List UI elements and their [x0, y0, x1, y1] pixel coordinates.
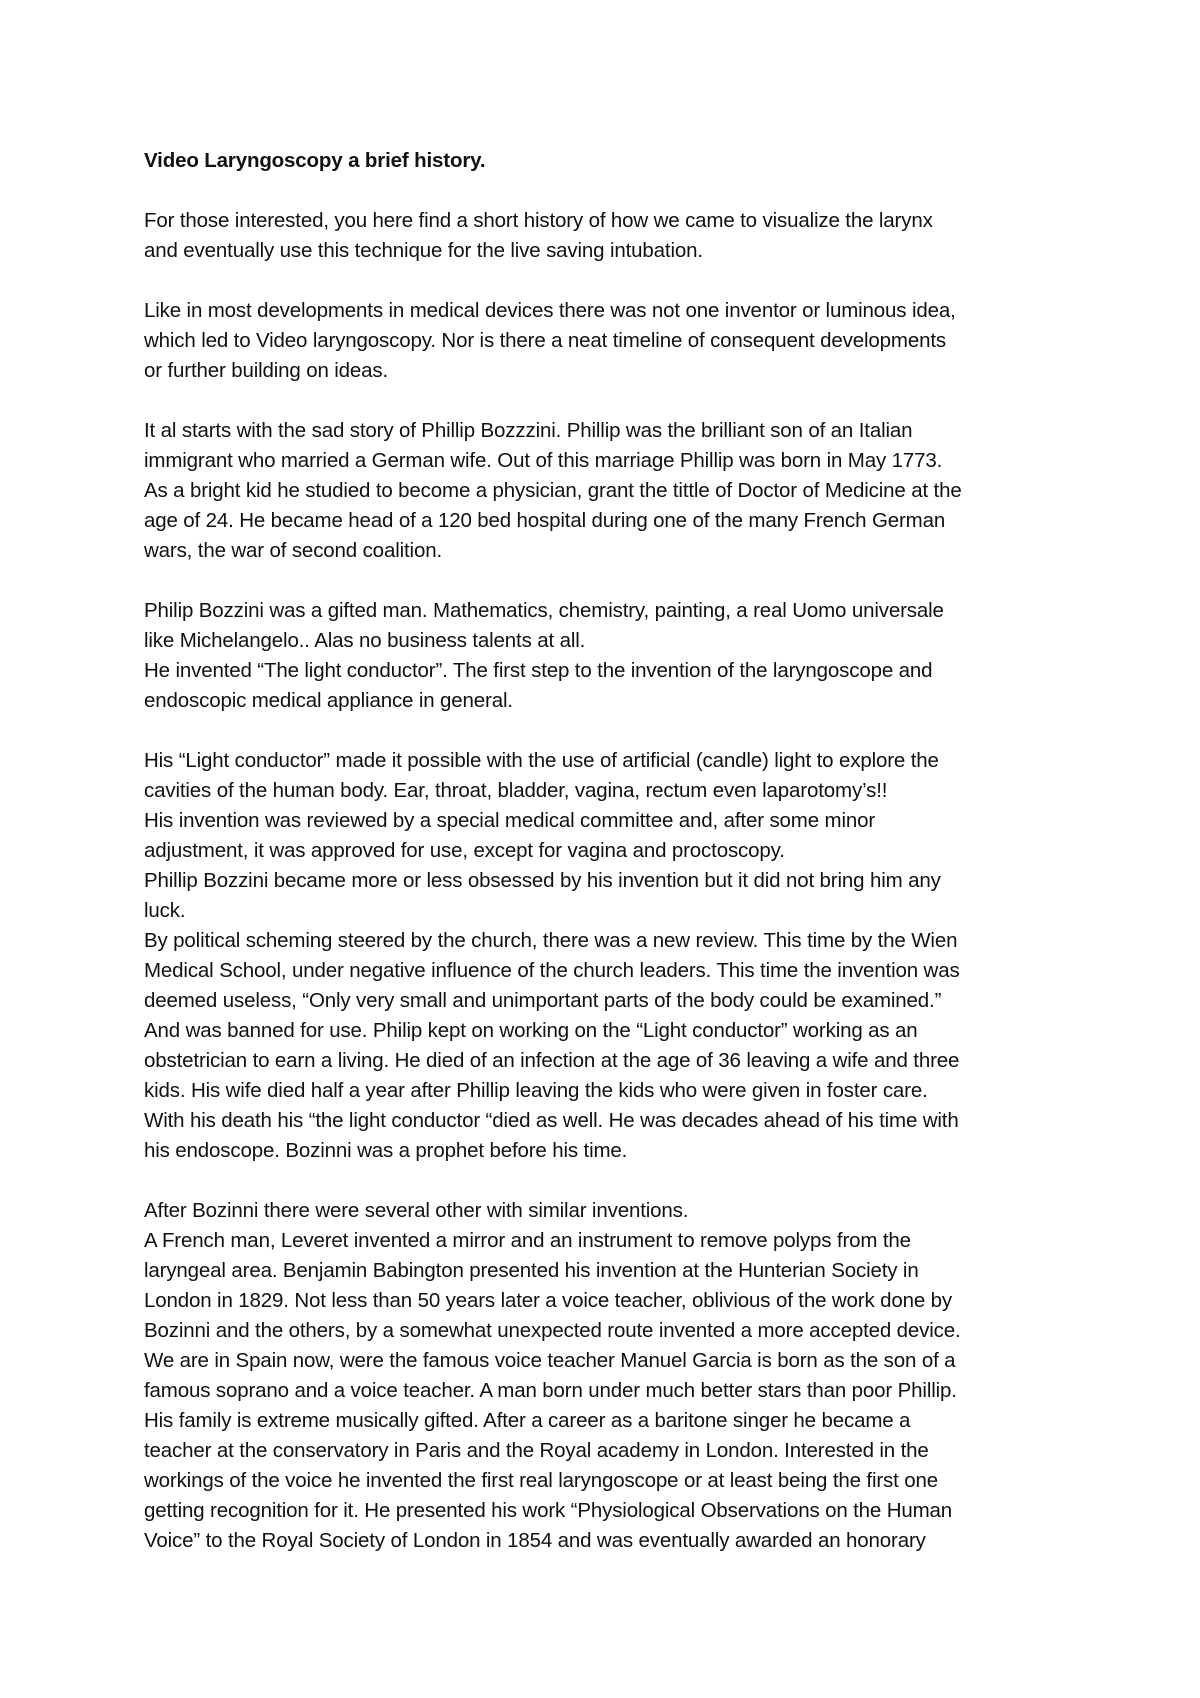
text-line: Medical School, under negative influence of the church leaders. This time the invention was	[144, 959, 960, 982]
text-line: A French man, Leveret invented a mirror and an instrument to remove polyps from the	[144, 1229, 911, 1252]
text-line: His family is extreme musically gifted. After a career as a baritone singer he became a	[144, 1409, 911, 1432]
text-line: Voice” to the Royal Society of London in 1854 and was eventually awarded an honorary	[144, 1529, 926, 1552]
text-line: age of 24. He became head of a 120 bed hospital during one of the many French German	[144, 509, 946, 532]
text-line: endoscopic medical appliance in general.	[144, 689, 513, 712]
text-line: Philip Bozzini was a gifted man. Mathematics, chemistry, painting, a real Uomo universale	[144, 599, 944, 622]
text-line: which led to Video laryngoscopy. Nor is there a neat timeline of consequent developments	[144, 329, 946, 352]
text-line: cavities of the human body. Ear, throat, bladder, vagina, rectum even laparotomy’s!!	[144, 779, 888, 802]
text-line: By political scheming steered by the church, there was a new review. This time by the Wien	[144, 929, 958, 952]
paragraph	[144, 746, 1074, 1166]
text-line: and eventually use this technique for the live saving intubation.	[144, 239, 703, 262]
text-line: immigrant who married a German wife. Out of this marriage Phillip was born in May 1773.	[144, 449, 943, 472]
text-line: wars, the war of second coalition.	[144, 539, 442, 562]
text-line: kids. His wife died half a year after Phillip leaving the kids who were given in foster care.	[144, 1079, 928, 1102]
text-line: With his death his “the light conductor “died as well. He was decades ahead of his time with	[144, 1109, 959, 1132]
text-line: adjustment, it was approved for use, except for vagina and proctoscopy.	[144, 839, 785, 862]
document-body	[144, 146, 1074, 1556]
text-line: For those interested, you here find a short history of how we came to visualize the larynx	[144, 209, 933, 232]
text-line: teacher at the conservatory in Paris and the Royal academy in London. Interested in the	[144, 1439, 929, 1462]
text-line: His invention was reviewed by a special medical committee and, after some minor	[144, 809, 876, 832]
text-line: As a bright kid he studied to become a physician, grant the tittle of Doctor of Medicine at the	[144, 479, 962, 502]
text-line: workings of the voice he invented the first real laryngoscope or at least being the first one	[144, 1469, 938, 1492]
document-title: Video Laryngoscopy a brief history.	[144, 149, 486, 172]
text-line: obstetrician to earn a living. He died of an infection at the age of 36 leaving a wife and three	[144, 1049, 960, 1072]
paragraph	[144, 596, 1074, 716]
text-line: After Bozinni there were several other with similar inventions.	[144, 1199, 689, 1222]
text-line: His “Light conductor” made it possible with the use of artificial (candle) light to explore the	[144, 749, 939, 772]
text-line: London in 1829. Not less than 50 years later a voice teacher, oblivious of the work done by	[144, 1289, 953, 1312]
text-line: luck.	[144, 899, 186, 922]
paragraph	[144, 416, 1074, 566]
text-line: like Michelangelo.. Alas no business talents at all.	[144, 629, 586, 652]
text-line: his endoscope. Bozinni was a prophet before his time.	[144, 1139, 628, 1162]
text-line: We are in Spain now, were the famous voice teacher Manuel Garcia is born as the son of a	[144, 1349, 956, 1372]
text-line: Like in most developments in medical devices there was not one inventor or luminous idea,	[144, 299, 956, 322]
text-line: Bozinni and the others, by a somewhat unexpected route invented a more accepted device.	[144, 1319, 961, 1342]
text-line: Phillip Bozzini became more or less obsessed by his invention but it did not bring him any	[144, 869, 941, 892]
paragraphs-container	[144, 206, 1074, 1556]
paragraph	[144, 1196, 1074, 1556]
text-line: He invented “The light conductor”. The first step to the invention of the laryngoscope and	[144, 659, 933, 682]
paragraph	[144, 296, 1074, 386]
text-line: And was banned for use. Philip kept on working on the “Light conductor” working as an	[144, 1019, 918, 1042]
text-line: laryngeal area. Benjamin Babington presented his invention at the Hunterian Society in	[144, 1259, 919, 1282]
text-line: deemed useless, “Only very small and unimportant parts of the body could be examined.”	[144, 989, 942, 1012]
paragraph	[144, 206, 1074, 266]
text-line: famous soprano and a voice teacher. A man born under much better stars than poor Phillip.	[144, 1379, 957, 1402]
text-line: It al starts with the sad story of Phillip Bozzzini. Phillip was the brilliant son of an Italian	[144, 419, 913, 442]
text-line: getting recognition for it. He presented his work “Physiological Observations on the Human	[144, 1499, 953, 1522]
text-line: or further building on ideas.	[144, 359, 389, 382]
